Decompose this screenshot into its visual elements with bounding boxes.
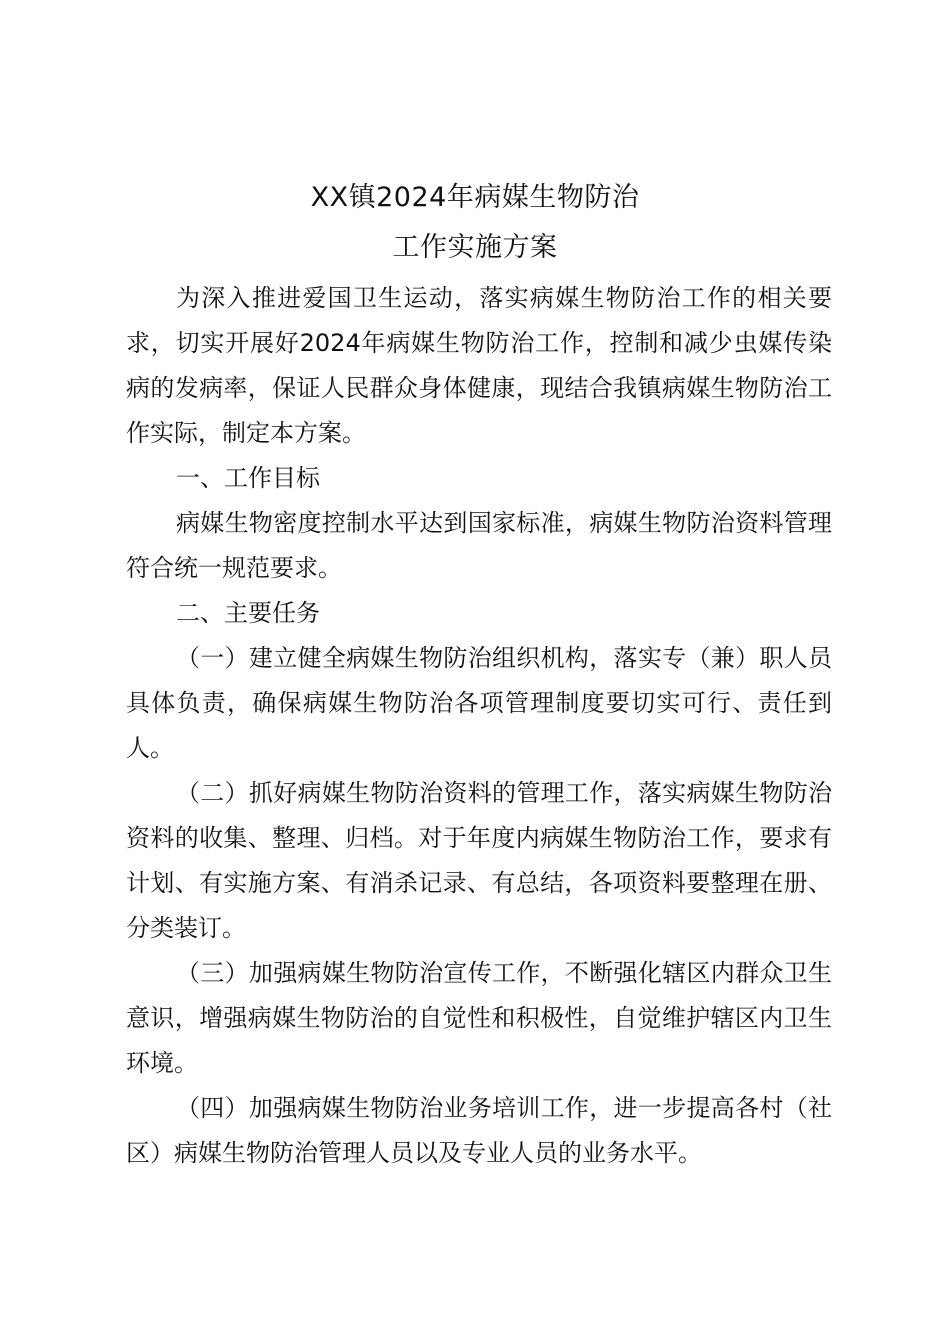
task-paragraph-1: （一）建立健全病媒生物防治组织机构，落实专（兼）职人员具体负责，确保病媒生物防治各项管理制度要切实可行、责任到人。 [126,644,832,762]
document-body [126,276,832,1176]
task-paragraph-4: （四）加强病媒生物防治业务培训工作，进一步提高各村（社区）病媒生物防治管理人员以及专业人员的业务水平。 [126,1094,832,1167]
document-title-line1: XX镇2024年病媒生物防治 [310,182,640,213]
goals-paragraph: 病媒生物密度控制水平达到国家标准，病媒生物防治资料管理符合统一规范要求。 [126,509,832,582]
task-paragraph-2: （二）抓好病媒生物防治资料的管理工作，落实病媒生物防治资料的收集、整理、归档。对于年度内病媒生物防治工作，要求有计划、有实施方案、有消杀记录、有总结，各项资料要整理在册、分类装订。 [126,779,832,942]
document-title-line2: 工作实施方案 [392,232,558,263]
task-paragraph-3: （三）加强病媒生物防治宣传工作，不断强化辖区内群众卫生意识，增强病媒生物防治的自觉性和积极性，自觉维护辖区内卫生环境。 [126,959,832,1077]
intro-paragraph: 为深入推进爱国卫生运动，落实病媒生物防治工作的相关要求，切实开展好2024年病媒生物防治工作，控制和减少虫媒传染病的发病率，保证人民群众身体健康，现结合我镇病媒生物防治工作实际，制定本方案。 [126,284,832,447]
section-heading-tasks: 二、主要任务 [176,599,320,627]
section-heading-goals: 一、工作目标 [176,464,320,492]
